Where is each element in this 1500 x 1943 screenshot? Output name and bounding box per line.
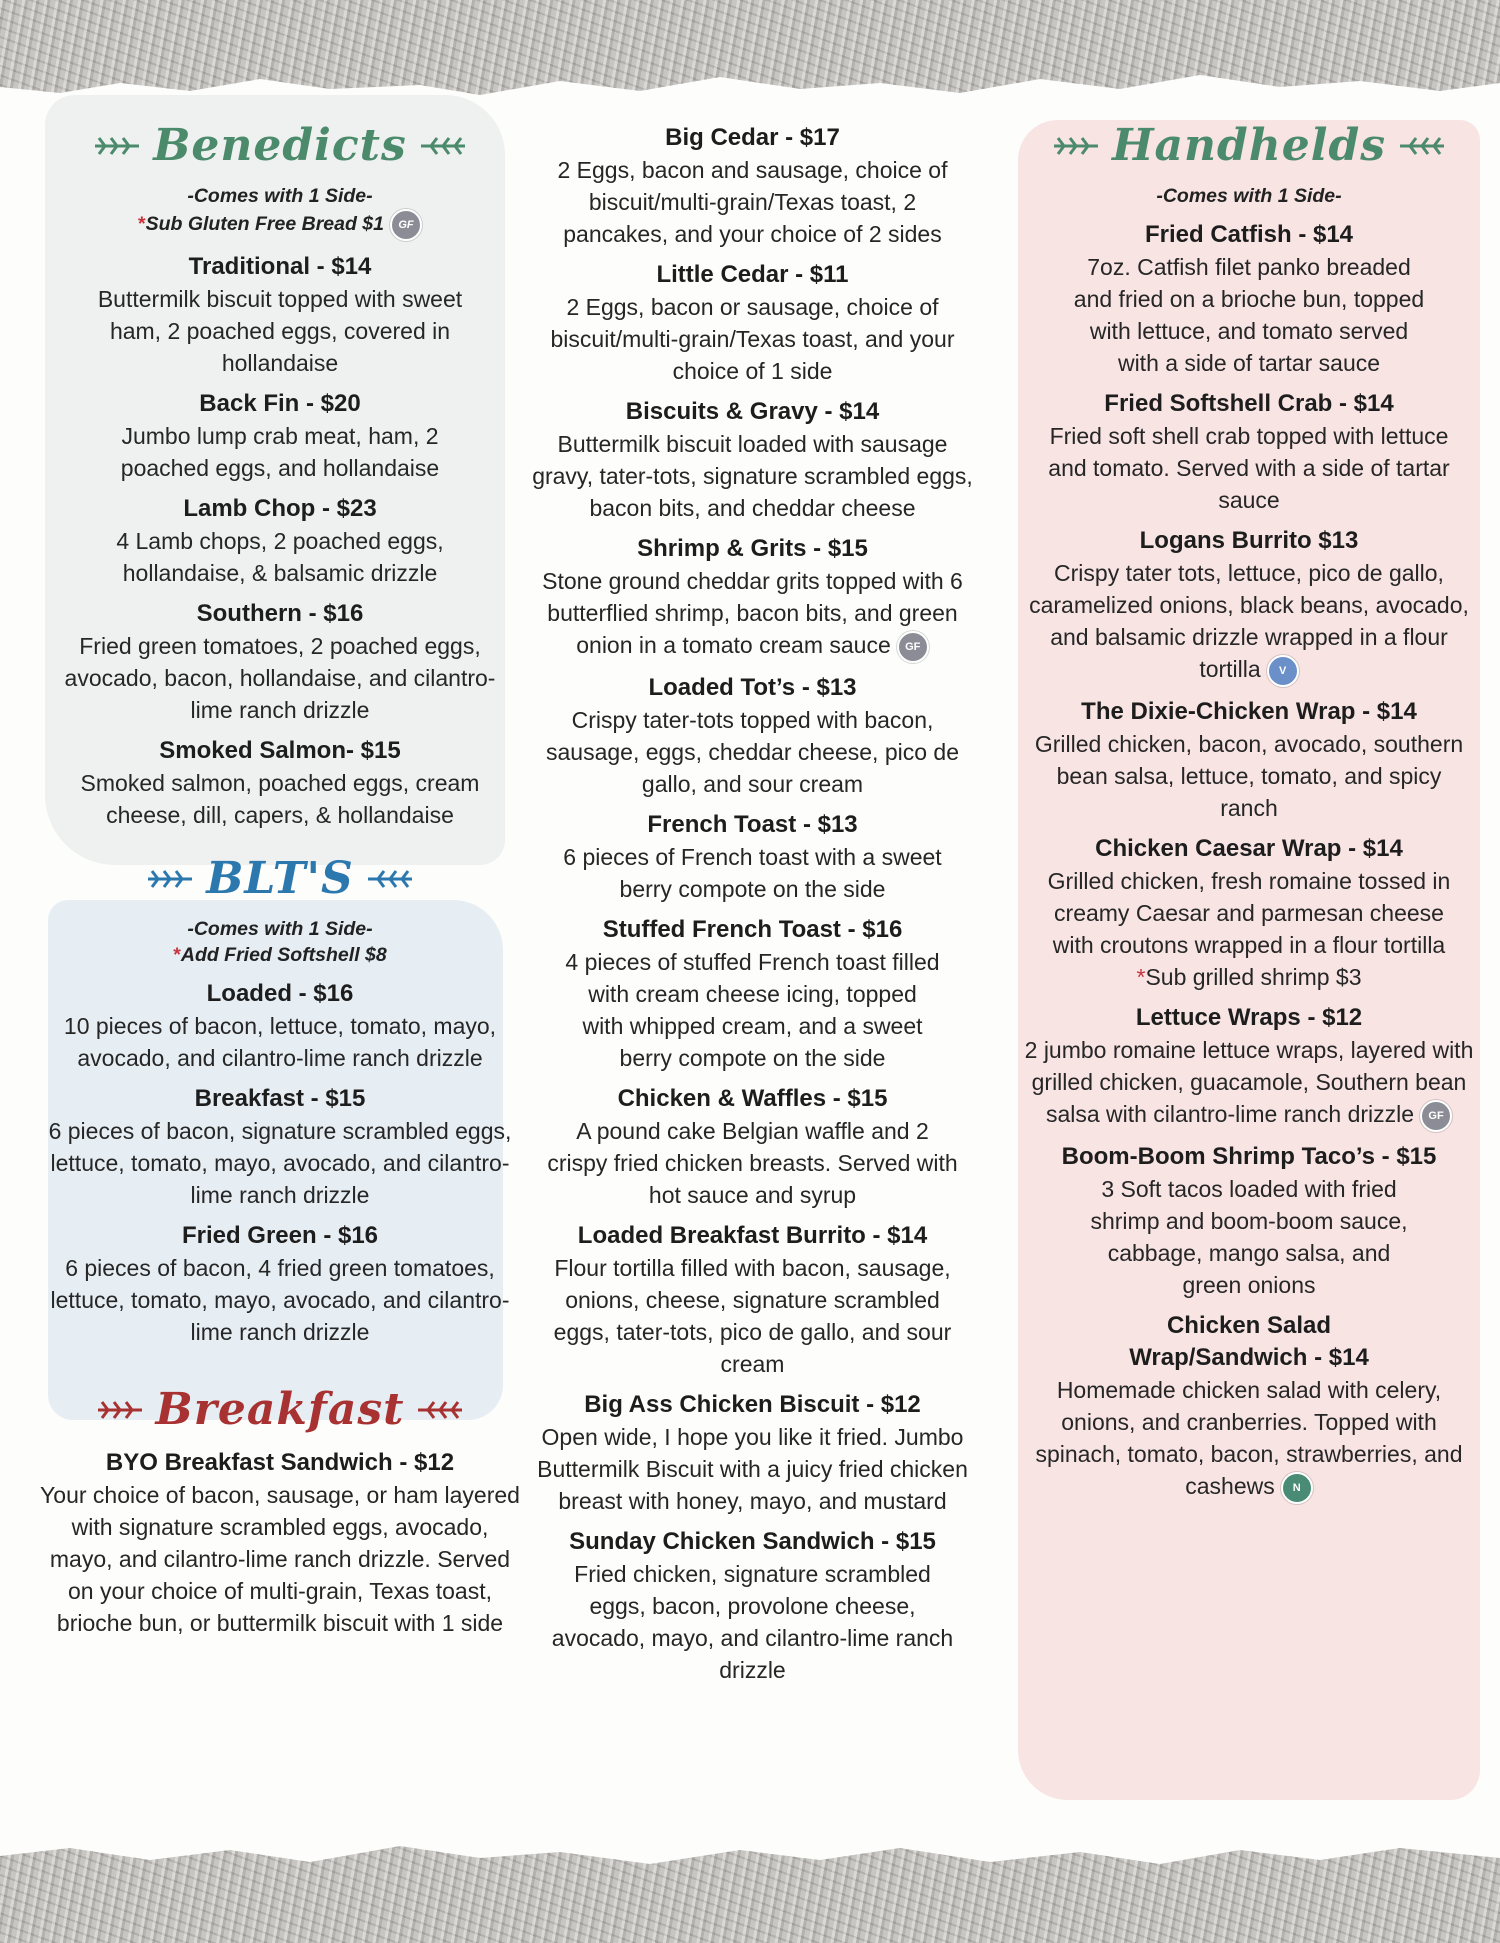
menu-item xyxy=(30,598,530,726)
item-description: Flour tortilla filled with bacon, sausage, onions, cheese, signature scrambled eggs, tater-tots, pico de gallo, and sour cream xyxy=(553,1254,952,1377)
item-title: Stuffed French Toast - $16 xyxy=(602,915,903,943)
item-title: Sunday Chicken Sandwich - $15 xyxy=(569,1527,936,1555)
benedicts-heading xyxy=(30,120,530,171)
blts-title: BLT'S xyxy=(206,853,354,904)
nut-icon: N xyxy=(1281,1472,1313,1504)
item-title: Loaded Tot’s - $13 xyxy=(648,673,857,701)
handhelds-title: Handhelds xyxy=(1111,120,1387,171)
leaf-sprig-icon xyxy=(417,133,469,159)
menu-item xyxy=(1018,696,1480,824)
item-description: 6 pieces of bacon, signature scrambled eggs, lettuce, tomato, mayo, avocado, and cilantro-lime ranch drizzle xyxy=(48,1118,512,1208)
blts-heading xyxy=(30,853,530,904)
blts-notes xyxy=(30,916,530,968)
item-description: 6 pieces of French toast with a sweet berry compote on the side xyxy=(563,843,942,902)
item-description: 4 Lamb chops, 2 poached eggs, hollandaise, & balsamic drizzle xyxy=(116,528,444,586)
menu-item xyxy=(1018,833,1480,993)
menu-item xyxy=(525,396,980,524)
asterisk: * xyxy=(1136,963,1146,990)
leaf-sprig-icon xyxy=(91,133,143,159)
item-description: 6 pieces of bacon, 4 fried green tomatoes, lettuce, tomato, mayo, avocado, and cilantro-lime ranch drizzle xyxy=(50,1255,510,1345)
item-title: Loaded Breakfast Burrito - $14 xyxy=(577,1221,928,1249)
right-column xyxy=(1018,120,1480,1513)
item-title: Fried Catfish - $14 xyxy=(1144,221,1354,248)
leaf-sprig-icon xyxy=(144,866,196,892)
item-description xyxy=(1018,1374,1480,1504)
gluten-free-icon: GF xyxy=(390,209,422,241)
menu-item xyxy=(30,978,530,1074)
menu-item xyxy=(1018,525,1480,687)
handhelds-heading xyxy=(1018,120,1480,171)
item-title: Big Ass Chicken Biscuit - $12 xyxy=(584,1390,921,1418)
asterisk: * xyxy=(138,213,146,236)
menu-item xyxy=(30,1083,530,1211)
wood-border-top xyxy=(0,0,1500,105)
item-description: Buttermilk biscuit loaded with sausage gravy, tater-tots, signature scrambled eggs, bacon bits, and cheddar cheese xyxy=(532,431,973,521)
item-title: Back Fin - $20 xyxy=(199,390,361,417)
gluten-free-icon: GF xyxy=(897,631,929,663)
item-title: Loaded - $16 xyxy=(206,980,354,1007)
add-on-note xyxy=(30,942,530,968)
item-title: Fried Softshell Crab - $14 xyxy=(1104,390,1394,417)
leaf-sprig-icon xyxy=(364,866,416,892)
menu-item xyxy=(525,122,980,250)
gluten-free-note xyxy=(30,209,530,241)
item-description: Your choice of bacon, sausage, or ham layered with signature scrambled eggs, avocado, mayo, and cilantro-lime ranch drizzle. Served on your choice of multi-grain, Texas toast, brioche bun, or buttermilk biscuit with 1 side xyxy=(40,1482,520,1636)
menu-item xyxy=(525,533,980,663)
item-title: Chicken Caesar Wrap - $14 xyxy=(1095,834,1403,862)
item-add-on-text: Sub grilled shrimp $3 xyxy=(1145,963,1362,990)
menu-item xyxy=(30,388,530,484)
leaf-sprig-icon xyxy=(1050,133,1102,159)
benedicts-section xyxy=(30,120,530,831)
item-title: Biscuits & Gravy - $14 xyxy=(625,398,880,425)
menu-item xyxy=(525,1526,980,1686)
item-description-text: Stone ground cheddar grits topped with 6 butterflied shrimp, bacon bits, and green onion in a tomato cream sauce xyxy=(542,568,963,658)
item-description-text: Homemade chicken salad with celery, onions, and cranberries. Topped with spinach, tomato, bacon, strawberries, and cashews xyxy=(1035,1376,1463,1499)
leaf-sprig-icon xyxy=(414,1397,466,1423)
blts-section xyxy=(30,853,530,1348)
item-title: Fried Green - $16 xyxy=(181,1222,379,1249)
item-description: Jumbo lump crab meat, ham, 2 poached eggs, and hollandaise xyxy=(120,423,440,481)
menu-item xyxy=(525,672,980,800)
side-note: -Comes with 1 Side- xyxy=(1156,185,1342,207)
item-description: Grilled chicken, fresh romaine tossed in creamy Caesar and parmesan cheese with croutons wrapped in a flour tortilla xyxy=(1047,867,1451,958)
item-title: Chicken Salad Wrap/Sandwich - $14 xyxy=(1129,1311,1369,1371)
item-title: Logans Burrito $13 xyxy=(1139,527,1359,554)
item-add-on xyxy=(1018,961,1480,993)
benedicts-title: Benedicts xyxy=(153,120,407,171)
item-description: Open wide, I hope you like it fried. Jumbo Buttermilk Biscuit with a juicy fried chicken breast with honey, mayo, and mustard xyxy=(537,1423,968,1514)
menu-item xyxy=(30,1220,530,1348)
torn-paper-edge-bottom xyxy=(0,1838,1500,1878)
item-description: 10 pieces of bacon, lettuce, tomato, mayo, avocado, and cilantro-lime ranch drizzle xyxy=(63,1013,497,1071)
add-on-note-text: Add Fried Softshell $8 xyxy=(180,944,387,966)
menu-item xyxy=(525,914,980,1074)
menu-item xyxy=(525,1389,980,1517)
menu-item xyxy=(30,251,530,379)
item-title: The Dixie-Chicken Wrap - $14 xyxy=(1081,697,1417,725)
item-description: Fried green tomatoes, 2 poached eggs, avocado, bacon, hollandaise, and cilantro-lime ranch drizzle xyxy=(64,633,496,723)
item-description-text: Crispy tater tots, lettuce, pico de gallo, caramelized onions, black beans, avocado, and balsamic drizzle wrapped in a flour tortilla xyxy=(1029,560,1469,682)
benedicts-notes xyxy=(30,183,530,241)
item-description: 2 Eggs, bacon and sausage, choice of biscuit/multi-grain/Texas toast, 2 pancakes, and your choice of 2 sides xyxy=(557,157,948,247)
wood-border-bottom xyxy=(0,1838,1500,1943)
item-description: A pound cake Belgian waffle and 2 crispy fried chicken breasts. Served with hot sauce and syrup xyxy=(547,1117,958,1208)
menu-item xyxy=(525,809,980,905)
item-title: Big Cedar - $17 xyxy=(665,124,840,151)
leaf-sprig-icon xyxy=(1396,133,1448,159)
item-description-text: 2 jumbo romaine lettuce wraps, layered with grilled chicken, guacamole, Southern bean salsa with cilantro-lime ranch drizzle xyxy=(1024,1036,1474,1127)
breakfast-heading xyxy=(30,1384,530,1435)
item-description xyxy=(525,565,980,663)
side-note: -Comes with 1 Side- xyxy=(187,185,373,207)
item-description: 4 pieces of stuffed French toast filled with cream cheese icing, topped with whipped cream, and a sweet berry compote on the side xyxy=(565,948,940,1071)
item-title: BYO Breakfast Sandwich - $12 xyxy=(105,1449,455,1476)
menu-item xyxy=(1018,1002,1480,1132)
item-description xyxy=(1018,1034,1480,1132)
item-title: Breakfast - $15 xyxy=(194,1085,366,1112)
item-title: Little Cedar - $11 xyxy=(656,261,849,288)
handhelds-notes xyxy=(1018,183,1480,209)
menu-item xyxy=(30,1447,530,1639)
middle-column xyxy=(525,122,980,1695)
breakfast-section xyxy=(30,1384,530,1639)
item-title: Chicken & Waffles - $15 xyxy=(617,1084,888,1112)
item-description: Buttermilk biscuit topped with sweet ham, 2 poached eggs, covered in hollandaise xyxy=(97,286,463,376)
menu-item xyxy=(525,259,980,387)
gluten-free-note-text: Sub Gluten Free Bread $1 xyxy=(145,213,384,236)
item-description: 3 Soft tacos loaded with fried shrimp and boom-boom sauce, cabbage, mango salsa, and green onions xyxy=(1090,1175,1408,1298)
menu-item xyxy=(1018,388,1480,516)
item-description xyxy=(1018,557,1480,687)
side-note: -Comes with 1 Side- xyxy=(187,918,373,940)
leaf-sprig-icon xyxy=(94,1397,146,1423)
asterisk: * xyxy=(173,944,181,966)
item-description: 7oz. Catfish filet panko breaded and fried on a brioche bun, topped with lettuce, and tomato served with a side of tartar sauce xyxy=(1073,254,1425,376)
item-description: Fried chicken, signature scrambled eggs, bacon, provolone cheese, avocado, mayo, and cilantro-lime ranch drizzle xyxy=(551,1560,954,1683)
item-title: Boom-Boom Shrimp Taco’s - $15 xyxy=(1061,1142,1437,1170)
menu-item xyxy=(525,1083,980,1211)
item-title: French Toast - $13 xyxy=(647,810,858,838)
menu-item xyxy=(1018,1141,1480,1301)
item-title: Lamb Chop - $23 xyxy=(183,495,377,522)
menu-item xyxy=(1018,219,1480,379)
breakfast-title: Breakfast xyxy=(155,1384,405,1435)
item-title: Smoked Salmon- $15 xyxy=(159,737,401,764)
left-column xyxy=(30,120,530,1648)
menu-item xyxy=(30,735,530,831)
item-description: Fried soft shell crab topped with lettuce and tomato. Served with a side of tartar sauce xyxy=(1048,423,1450,513)
gluten-free-icon: GF xyxy=(1420,1100,1452,1132)
item-title: Southern - $16 xyxy=(196,600,364,627)
item-title: Traditional - $14 xyxy=(188,253,372,280)
item-description: Crispy tater-tots topped with bacon, sausage, eggs, cheddar cheese, pico de gallo, and sour cream xyxy=(545,706,959,797)
item-description: 2 Eggs, bacon or sausage, choice of biscuit/multi-grain/Texas toast, and your choice of 1 side xyxy=(550,294,955,384)
item-description: Smoked salmon, poached eggs, cream cheese, dill, capers, & hollandaise xyxy=(80,770,480,828)
item-title: Lettuce Wraps - $12 xyxy=(1135,1003,1363,1031)
vegetarian-icon: V xyxy=(1267,655,1299,687)
menu-item xyxy=(30,493,530,589)
menu-item xyxy=(525,1220,980,1380)
item-description: Grilled chicken, bacon, avocado, southern bean salsa, lettuce, tomato, and spicy ranch xyxy=(1034,730,1464,821)
menu-item xyxy=(1018,1310,1480,1504)
item-title: Shrimp & Grits - $15 xyxy=(637,535,868,562)
